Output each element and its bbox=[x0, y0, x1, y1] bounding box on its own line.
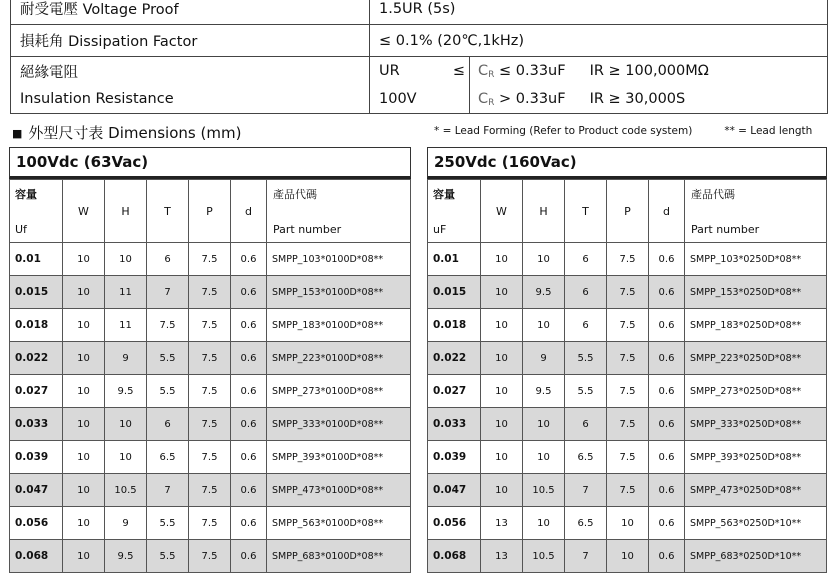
cell-h: 10 bbox=[523, 243, 565, 276]
note-lead-length: ** = Lead length bbox=[724, 125, 813, 137]
cell-part-number: SMPP_183*0250D*08** bbox=[685, 309, 827, 342]
cell-part-number: SMPP_333*0100D*08** bbox=[267, 408, 411, 441]
cell-w: 10 bbox=[481, 441, 523, 474]
dimensions-table bbox=[427, 179, 827, 573]
cell-capacity: 0.047 bbox=[428, 474, 481, 507]
cell-t: 5.5 bbox=[565, 375, 607, 408]
spec-row-voltage-proof bbox=[11, 0, 828, 25]
cell-h: 9 bbox=[105, 507, 147, 540]
cell-capacity: 0.056 bbox=[10, 507, 63, 540]
cell-p: 7.5 bbox=[189, 507, 231, 540]
table-row bbox=[428, 474, 827, 507]
header-capacity: 容量 Uf bbox=[10, 180, 63, 243]
table-row bbox=[428, 375, 827, 408]
cell-part-number: SMPP_563*0250D*10** bbox=[685, 507, 827, 540]
cell-h: 10.5 bbox=[523, 474, 565, 507]
spec-label: 耐受電壓 Voltage Proof bbox=[11, 0, 370, 25]
header-w: W bbox=[481, 180, 523, 243]
cell-d: 0.6 bbox=[649, 474, 685, 507]
spec-value bbox=[370, 57, 828, 86]
cell-part-number: SMPP_683*0100D*08** bbox=[267, 540, 411, 573]
cell-p: 10 bbox=[607, 507, 649, 540]
cell-d: 0.6 bbox=[649, 441, 685, 474]
table-row bbox=[428, 507, 827, 540]
cell-d: 0.6 bbox=[649, 309, 685, 342]
cell-t: 6 bbox=[147, 243, 189, 276]
cell-t: 5.5 bbox=[565, 342, 607, 375]
cell-capacity: 0.018 bbox=[10, 309, 63, 342]
cell-t: 6 bbox=[565, 309, 607, 342]
panel-title: 100Vdc (63Vac) bbox=[9, 147, 411, 179]
cell-w: 10 bbox=[63, 276, 105, 309]
cell-h: 9.5 bbox=[523, 276, 565, 309]
header-part-number: 產品代碼 Part number bbox=[267, 180, 411, 243]
dimensions-table bbox=[9, 179, 411, 573]
table-row bbox=[10, 342, 411, 375]
cell-part-number: SMPP_273*0250D*08** bbox=[685, 375, 827, 408]
ir-condition: 100V bbox=[379, 91, 417, 107]
cell-w: 13 bbox=[481, 507, 523, 540]
spec-value: ≤ 0.1% (20℃,1kHz) bbox=[370, 25, 828, 57]
table-row bbox=[428, 408, 827, 441]
table-row bbox=[428, 342, 827, 375]
cell-w: 13 bbox=[481, 540, 523, 573]
cell-capacity: 0.033 bbox=[10, 408, 63, 441]
cell-capacity: 0.039 bbox=[428, 441, 481, 474]
table-row bbox=[428, 441, 827, 474]
cell-h: 11 bbox=[105, 276, 147, 309]
table-header-row bbox=[10, 180, 411, 243]
cell-d: 0.6 bbox=[649, 375, 685, 408]
table-row bbox=[10, 309, 411, 342]
cell-capacity: 0.01 bbox=[10, 243, 63, 276]
dimensions-panel-100vdc bbox=[9, 147, 411, 573]
cell-w: 10 bbox=[481, 375, 523, 408]
cell-h: 10 bbox=[523, 507, 565, 540]
spec-value bbox=[370, 85, 828, 114]
cell-capacity: 0.022 bbox=[428, 342, 481, 375]
cell-h: 9 bbox=[523, 342, 565, 375]
cell-h: 10 bbox=[105, 441, 147, 474]
cell-part-number: SMPP_223*0100D*08** bbox=[267, 342, 411, 375]
ir-range-1: $C_R \le 0.33uF$ IR ≥ 100,000MΩ bbox=[469, 57, 709, 85]
cell-d: 0.6 bbox=[231, 408, 267, 441]
cell-p: 7.5 bbox=[189, 441, 231, 474]
cell-d: 0.6 bbox=[231, 507, 267, 540]
cell-part-number: SMPP_393*0250D*08** bbox=[685, 441, 827, 474]
cell-w: 10 bbox=[481, 243, 523, 276]
cell-p: 7.5 bbox=[189, 474, 231, 507]
note-lead-forming: * = Lead Forming (Refer to Product code system) bbox=[434, 125, 693, 137]
cell-p: 7.5 bbox=[607, 276, 649, 309]
cell-d: 0.6 bbox=[231, 342, 267, 375]
cell-part-number: SMPP_333*0250D*08** bbox=[685, 408, 827, 441]
cell-d: 0.6 bbox=[231, 375, 267, 408]
cell-d: 0.6 bbox=[231, 540, 267, 573]
cell-w: 10 bbox=[63, 540, 105, 573]
cell-t: 6.5 bbox=[565, 507, 607, 540]
table-row bbox=[10, 441, 411, 474]
cell-part-number: SMPP_563*0100D*08** bbox=[267, 507, 411, 540]
panel-title: 250Vdc (160Vac) bbox=[427, 147, 827, 179]
cell-d: 0.6 bbox=[231, 276, 267, 309]
table-row bbox=[10, 243, 411, 276]
cell-w: 10 bbox=[63, 474, 105, 507]
cell-part-number: SMPP_223*0250D*08** bbox=[685, 342, 827, 375]
cell-capacity: 0.027 bbox=[428, 375, 481, 408]
cell-t: 6 bbox=[565, 276, 607, 309]
cell-d: 0.6 bbox=[231, 441, 267, 474]
cell-d: 0.6 bbox=[231, 474, 267, 507]
cell-capacity: 0.068 bbox=[10, 540, 63, 573]
cell-w: 10 bbox=[481, 474, 523, 507]
ir-condition: UR bbox=[379, 63, 400, 79]
spec-label: 絕緣電阻 bbox=[11, 57, 370, 86]
cell-d: 0.6 bbox=[649, 276, 685, 309]
spec-label: 損耗角 Dissipation Factor bbox=[11, 25, 370, 57]
cell-d: 0.6 bbox=[649, 507, 685, 540]
square-bullet-icon: ■ bbox=[12, 127, 23, 140]
spec-row-insulation-1 bbox=[11, 57, 828, 86]
cell-p: 7.5 bbox=[189, 540, 231, 573]
cell-h: 10 bbox=[523, 441, 565, 474]
cell-t: 5.5 bbox=[147, 342, 189, 375]
table-row bbox=[428, 540, 827, 573]
cell-d: 0.6 bbox=[649, 342, 685, 375]
cell-capacity: 0.039 bbox=[10, 441, 63, 474]
cell-h: 10 bbox=[105, 243, 147, 276]
ir-le-sign: ≤ bbox=[452, 63, 466, 79]
table-row bbox=[10, 375, 411, 408]
cell-h: 10.5 bbox=[523, 540, 565, 573]
table-row bbox=[10, 474, 411, 507]
cell-w: 10 bbox=[481, 342, 523, 375]
cell-w: 10 bbox=[481, 408, 523, 441]
spec-value: 1.5UR (5s) bbox=[370, 0, 828, 25]
cell-h: 10.5 bbox=[105, 474, 147, 507]
cell-h: 9.5 bbox=[523, 375, 565, 408]
cell-t: 7.5 bbox=[147, 309, 189, 342]
cell-t: 5.5 bbox=[147, 375, 189, 408]
cell-w: 10 bbox=[63, 441, 105, 474]
cell-d: 0.6 bbox=[649, 408, 685, 441]
table-header-row bbox=[428, 180, 827, 243]
cell-part-number: SMPP_103*0100D*08** bbox=[267, 243, 411, 276]
cell-d: 0.6 bbox=[231, 243, 267, 276]
header-h: H bbox=[523, 180, 565, 243]
spec-row-dissipation bbox=[11, 25, 828, 57]
header-part-number: 產品代碼 Part number bbox=[685, 180, 827, 243]
cell-part-number: SMPP_153*0250D*08** bbox=[685, 276, 827, 309]
cell-capacity: 0.056 bbox=[428, 507, 481, 540]
cell-p: 7.5 bbox=[189, 375, 231, 408]
cell-t: 5.5 bbox=[147, 540, 189, 573]
cell-p: 7.5 bbox=[607, 342, 649, 375]
cell-t: 6 bbox=[147, 408, 189, 441]
cell-w: 10 bbox=[63, 309, 105, 342]
header-w: W bbox=[63, 180, 105, 243]
cell-p: 7.5 bbox=[607, 309, 649, 342]
cell-part-number: SMPP_153*0100D*08** bbox=[267, 276, 411, 309]
cell-capacity: 0.015 bbox=[428, 276, 481, 309]
table-row bbox=[428, 309, 827, 342]
cell-part-number: SMPP_183*0100D*08** bbox=[267, 309, 411, 342]
table-row bbox=[10, 408, 411, 441]
cell-d: 0.6 bbox=[649, 243, 685, 276]
cell-d: 0.6 bbox=[231, 309, 267, 342]
header-t: T bbox=[147, 180, 189, 243]
table-row bbox=[10, 276, 411, 309]
cell-w: 10 bbox=[63, 375, 105, 408]
cell-w: 10 bbox=[63, 507, 105, 540]
cell-capacity: 0.018 bbox=[428, 309, 481, 342]
cell-h: 9.5 bbox=[105, 540, 147, 573]
cell-p: 7.5 bbox=[189, 276, 231, 309]
cell-h: 10 bbox=[105, 408, 147, 441]
cell-t: 5.5 bbox=[147, 507, 189, 540]
cell-d: 0.6 bbox=[649, 540, 685, 573]
cell-p: 7.5 bbox=[607, 474, 649, 507]
cell-w: 10 bbox=[481, 276, 523, 309]
cell-h: 9 bbox=[105, 342, 147, 375]
cell-part-number: SMPP_473*0100D*08** bbox=[267, 474, 411, 507]
cell-capacity: 0.022 bbox=[10, 342, 63, 375]
cell-p: 7.5 bbox=[607, 243, 649, 276]
cell-capacity: 0.027 bbox=[10, 375, 63, 408]
cell-w: 10 bbox=[63, 408, 105, 441]
cell-h: 10 bbox=[523, 408, 565, 441]
cell-w: 10 bbox=[481, 309, 523, 342]
cell-p: 7.5 bbox=[189, 309, 231, 342]
cell-t: 6 bbox=[565, 408, 607, 441]
cell-part-number: SMPP_273*0100D*08** bbox=[267, 375, 411, 408]
spec-row-insulation-2 bbox=[11, 85, 828, 114]
header-capacity: 容量 uF bbox=[428, 180, 481, 243]
cell-part-number: SMPP_473*0250D*08** bbox=[685, 474, 827, 507]
table-row bbox=[428, 276, 827, 309]
cell-capacity: 0.01 bbox=[428, 243, 481, 276]
header-t: T bbox=[565, 180, 607, 243]
ir-range-2: $C_R > 0.33uF$ IR ≥ 30,000S bbox=[469, 85, 685, 113]
cell-p: 7.5 bbox=[189, 408, 231, 441]
cell-t: 6.5 bbox=[565, 441, 607, 474]
cell-t: 6.5 bbox=[147, 441, 189, 474]
header-h: H bbox=[105, 180, 147, 243]
cell-t: 7 bbox=[147, 474, 189, 507]
header-p: P bbox=[607, 180, 649, 243]
cell-part-number: SMPP_103*0250D*08** bbox=[685, 243, 827, 276]
cell-h: 11 bbox=[105, 309, 147, 342]
header-p: P bbox=[189, 180, 231, 243]
cell-p: 10 bbox=[607, 540, 649, 573]
table-row bbox=[428, 243, 827, 276]
cell-p: 7.5 bbox=[607, 441, 649, 474]
header-d: d bbox=[231, 180, 267, 243]
cell-h: 9.5 bbox=[105, 375, 147, 408]
cell-t: 7 bbox=[565, 474, 607, 507]
cell-p: 7.5 bbox=[607, 408, 649, 441]
cell-part-number: SMPP_683*0250D*10** bbox=[685, 540, 827, 573]
notes bbox=[434, 125, 812, 137]
section-title: ■ 外型尺寸表 Dimensions (mm) bbox=[12, 124, 242, 142]
header-d: d bbox=[649, 180, 685, 243]
cell-capacity: 0.068 bbox=[428, 540, 481, 573]
cell-p: 7.5 bbox=[189, 243, 231, 276]
specs-table bbox=[10, 0, 828, 114]
table-row bbox=[10, 507, 411, 540]
cell-part-number: SMPP_393*0100D*08** bbox=[267, 441, 411, 474]
cell-t: 7 bbox=[147, 276, 189, 309]
cell-capacity: 0.015 bbox=[10, 276, 63, 309]
dimensions-panel-250vdc bbox=[427, 147, 827, 573]
cell-w: 10 bbox=[63, 243, 105, 276]
cell-t: 7 bbox=[565, 540, 607, 573]
cell-capacity: 0.047 bbox=[10, 474, 63, 507]
cell-capacity: 0.033 bbox=[428, 408, 481, 441]
cell-w: 10 bbox=[63, 342, 105, 375]
table-row bbox=[10, 540, 411, 573]
cell-p: 7.5 bbox=[189, 342, 231, 375]
cell-h: 10 bbox=[523, 309, 565, 342]
cell-t: 6 bbox=[565, 243, 607, 276]
spec-label: Insulation Resistance bbox=[11, 85, 370, 114]
cell-p: 7.5 bbox=[607, 375, 649, 408]
